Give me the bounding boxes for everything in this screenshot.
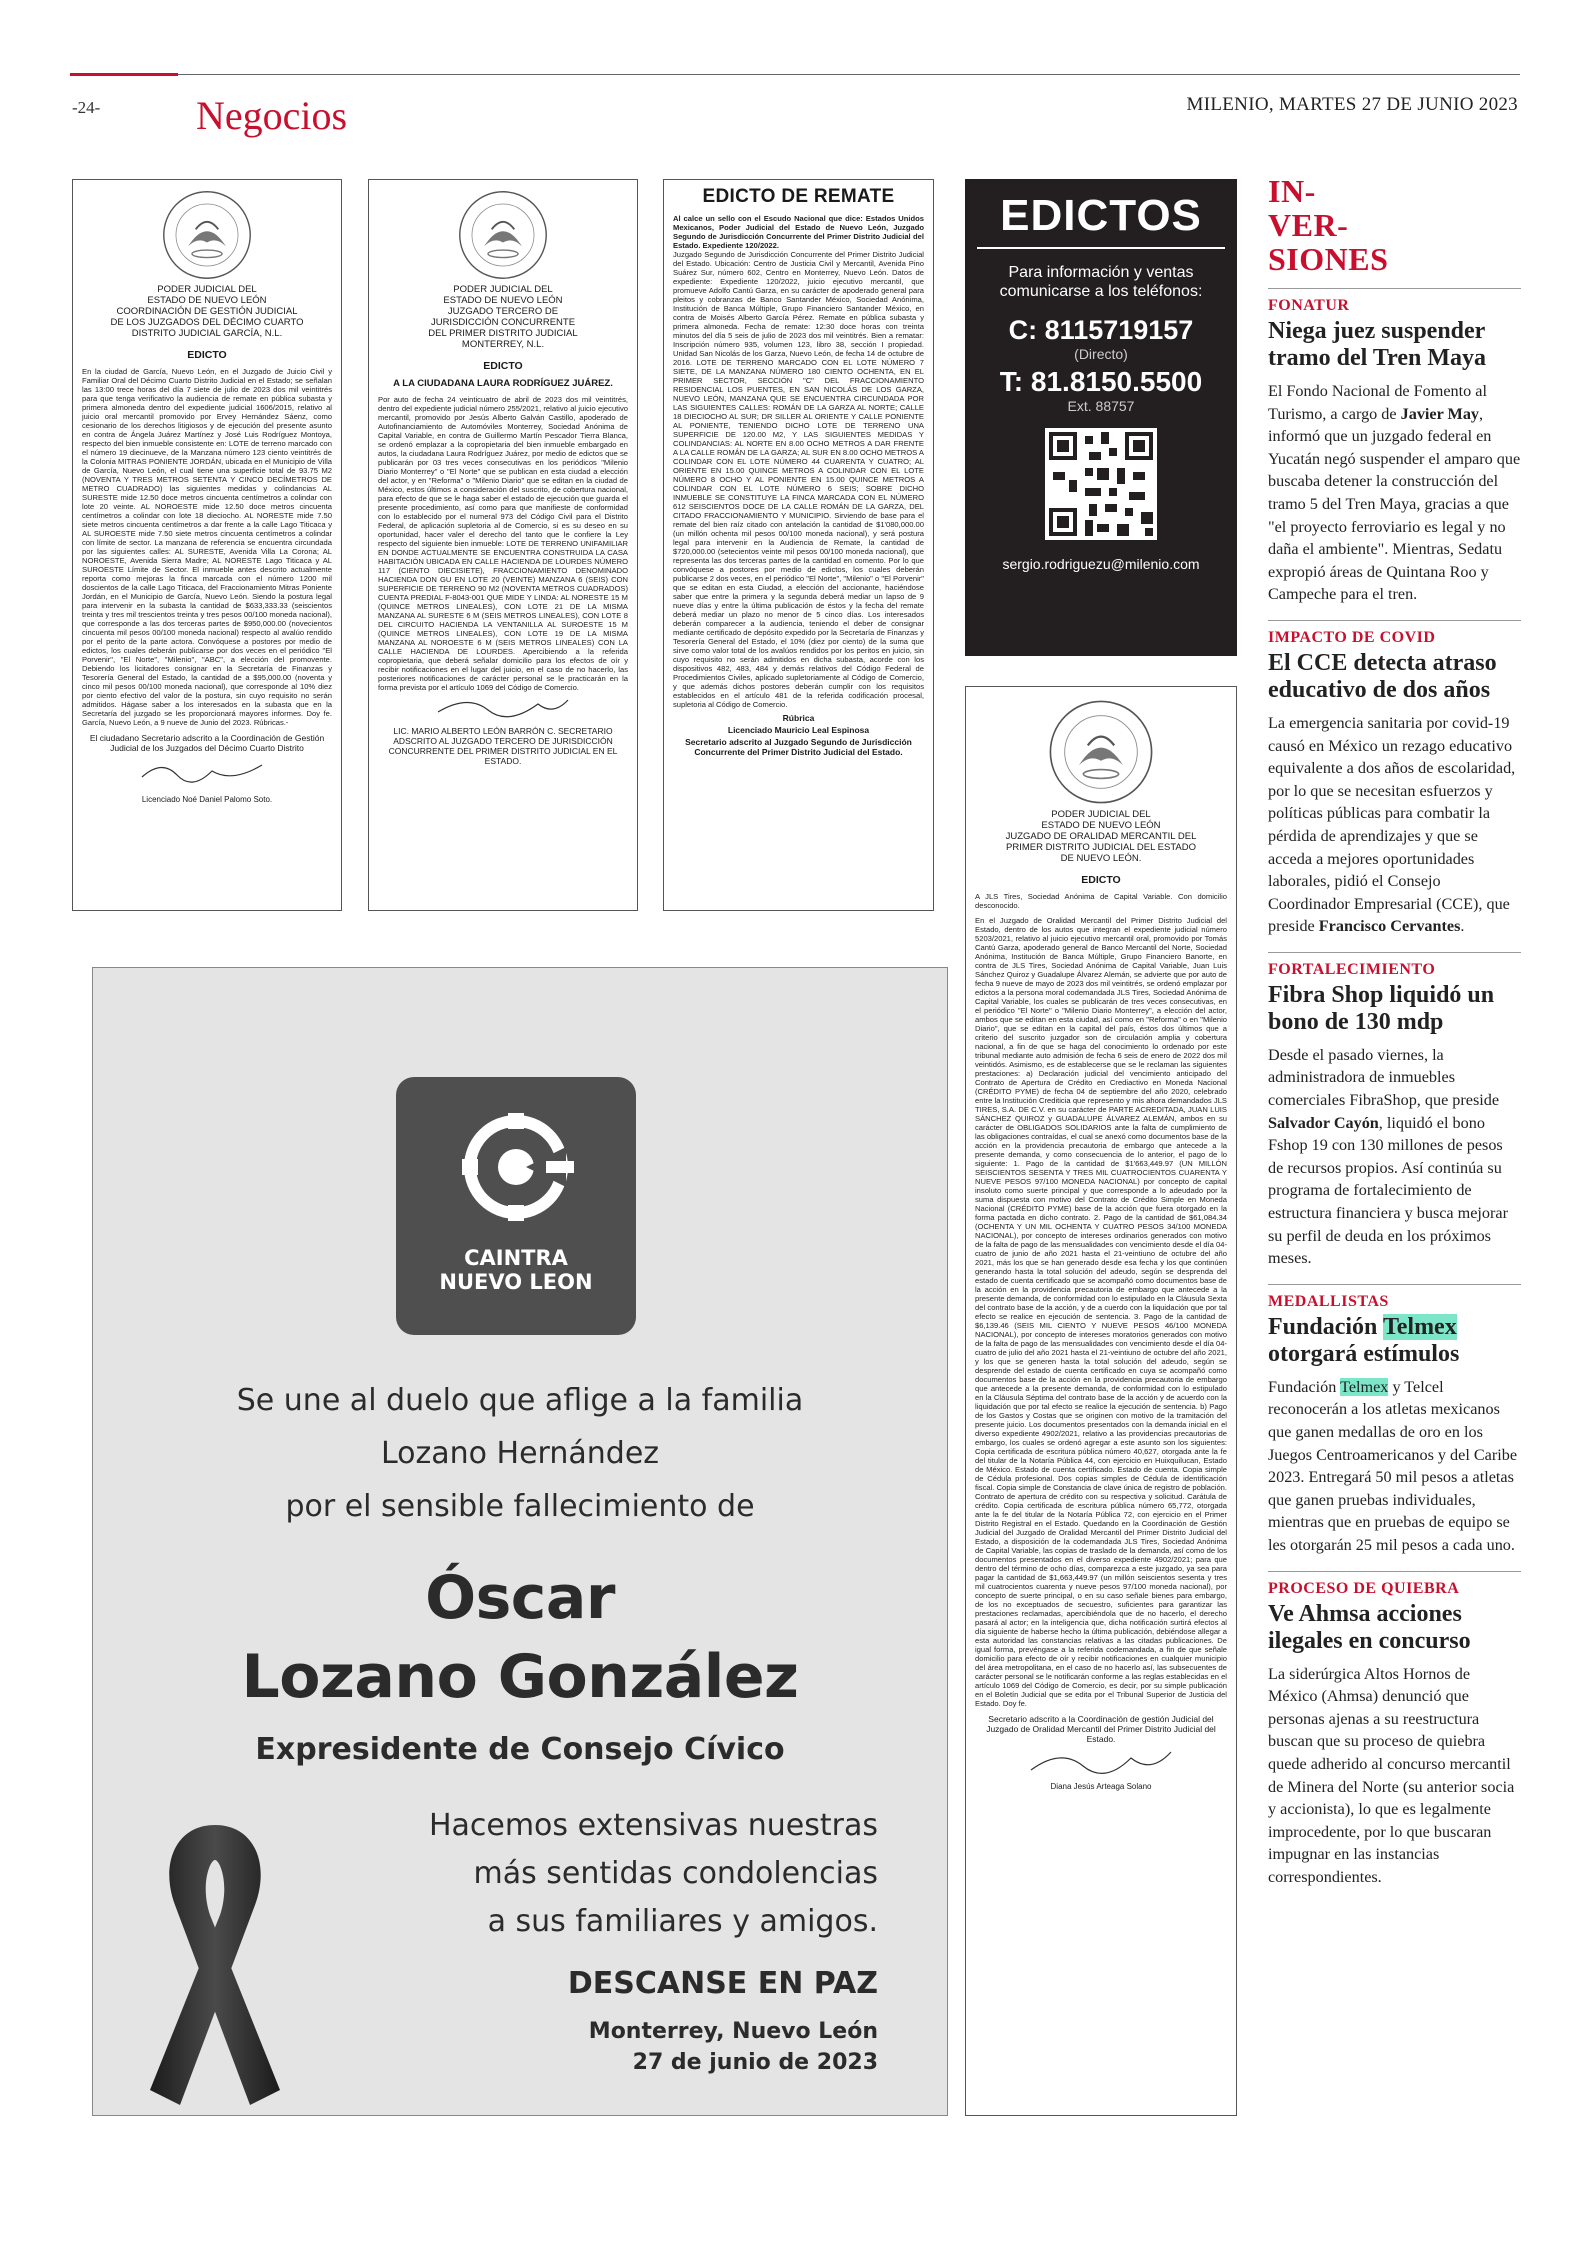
signature-scribble-icon — [132, 757, 282, 787]
deceased-surname: Lozano González — [241, 1642, 799, 1712]
dateline: MILENIO, MARTES 27 DE JUNIO 2023 — [1186, 94, 1518, 115]
caintra-logo — [396, 1077, 636, 1335]
caintra-emblem-icon — [396, 1077, 636, 1247]
condolence-ext-3: a sus familiares y amigos. — [487, 1904, 878, 1939]
edictos-ad — [965, 179, 1237, 656]
brief-fonatur — [1268, 297, 1521, 606]
court-heading: PODER JUDICIAL DEL ESTADO DE NUEVO LEÓN JUZGADO DE ORALIDAD MERCANTIL DEL PRIMER DISTRITO JUDICIAL DEL ESTADO DE NUEVO LEÓN. — [1005, 809, 1197, 864]
column-divider — [1268, 1571, 1521, 1572]
court-heading: PODER JUDICIAL DEL ESTADO DE NUEVO LEÓN COORDINACIÓN DE GESTIÓN JUDICIAL DE LOS JUZGADOS DEL DÉCIMO CUARTO DISTRITO JUDICIAL GARCÍA, N.L. — [110, 284, 304, 339]
deceased-role: Expresidente de Consejo Cívico — [255, 1732, 785, 1767]
brief-medallistas — [1268, 1293, 1521, 1557]
ad-title: EDICTOS — [1000, 191, 1202, 240]
notice-body: En el Juzgado de Oralidad Mercantil del Primer Distrito Judicial del Estado, dentro de los autos que integran el expediente judicial número 5203/2021, relativo al juicio ejecutivo mercantil oral, promovido por Tomás Cantú Garza, apoderado general de Banco Mercantil del Norte, Sociedad Anónima, Institución de Banca Múltiple, Grupo Financiero Banorte, en contra de JLS Tires, Sociedad Anónima de Capital Variable, Juan Luis Sánchez Quiroz y Guadalupe Álvarez Alemán, se advierte que por auto de fecha 9 nueve de mayo de 2023 dos mil veintitrés, se ordenó emplazar por edictos a la persona moral codemandada JLS Tires, Sociedad Anónima de Capital Variable, los cuales se publicarán de tres veces consecutivas, en el periódico "El Norte" o "Milenio Diario Monterrey", a elección del actor, ambos que se editan en esta ciudad, así como en "Reforma" o en "Milenio Diario", que se editan en la capital del país, éstos dos últimos que a criterio del suscrito juzgador son de circulación amplia y cobertura nacional, a fin de que se haga del conocimiento lo ordenado por este tribunal mediante auto admisión de fecha 6 seis de enero de 2022 dos mil veintidós. Asimismo, es de establecerse que se le reclaman las siguientes prestaciones: a) Declaración judicial del vencimiento anticipado del Contrato de Apertura de Crédito en Crediactivo en Moneda Nacional (CRÉDITO PYME) de fecha 04 de septiembre del año 2020, celebrado entre la Institución Crediticia que represento y mis ahora demandados JLS TIRES, S.A. DE C.V. en su carácter de PARTE ACREDITADA, JUAN LUIS SÁNCHEZ QUIROZ y GUADALUPE ÁLVAREZ ALEMÁN, ambos en su carácter de OBLIGADOS SOLIDARIOS ante la falta de cumplimiento de las obligaciones contraídas, el cual se anexó como documentos base de la acción en la providencia precautoria de embargo que antecede a la presente demanda, y como consecuencia de lo anterior, el pago de lo siguiente: 1. Pago de la cantidad de $1'663,449.97 (UN MILLÓN SEISCIENTOS SESENTA Y TRES MIL CUATROCIENTOS CUARENTA Y NUEVE PESOS 97/100 MONEDA NACIONAL) por concepto de capital insoluto como suerte principal y que corresponde a lo adeudado por la suma dispuesta con motivo del Contrato de Crédito Simple en Moneda Nacional (CRÉDITO PYME) base de la acción que fuera otorgado en la forma pactada en dicho contrato. 2. Pago de la cantidad de $61,084.34 (OCHENTA Y UN MIL OCHENTA Y CUATRO PESOS 34/100 MONEDA NACIONAL), por concepto de intereses ordinarios generados con motivo de la falta de pago de las mensualidades con vencimiento desde el día 04-cuatro de junio de año 2021 hasta el 21-veintiuno de octubre del año 2021, más los que se han generado desde esa fecha y los que continúen generando hasta la total solución del adeudo, según se desprenda del estado de cuenta certificado que se acompañó como documentos base de la acción en la providencia precautoria de embargo que antecede a la presente demanda, de conformidad con lo estipulado en la Cláusula Sexta del contrato base de la acción, y de a cuerdo con la liquidación que por tal efecto se realice en ejecución de sentencia. 3. Pago de la cantidad de $6,139.46 (SEIS MIL CIENTO Y NUEVE PESOS 46/100 MONEDA NACIONAL), por concepto de intereses moratorios generados con motivo de la falta de pago de las mensualidades con vencimiento desde el día 04-cuatro de julio del año 2021 hasta el 21-veintiuno de octubre del año 2021, y los que se generen hasta la total solución del adeudo, según se desprende del estado de cuenta certificado en cuya se acompañó como documentos base de la acción en la providencia precautoria de embargo que antecede a la presente demanda, de conformidad con lo estipulado en la Cláusula Séptima del contrato base de la acción y de acuerdo con la liquidación que por tal efecto se realice la ejecución de sentencia. b) Pago de los Gastos y Costas que se originen con motivo de la tramitación del presente juicio. Los documentos presentados con la demanda inicial en el diverso expediente 4902/2021, relativo a las providencias precautorias de embargo, los cuales se ordenó agregar a este asunto son los siguientes: Copia certificada de escritura pública número 40,627, otorgada ante la fe del titular de la Notaría Pública 44, con ejercicio en Huixquilucan, Estado de México. Estado de cuenta certificado. Estado de cuenta. Copia simple de Cédula profesional. Dos copias simples de Cédula de identificación fiscal. Copia simple de Constancia de clave única de registro de población. Contrato de apertura de crédito con su respectiva y solicitud. Carátula de crédito. Copia certificada de escritura pública número 65,772, otorgada ante la fe del titular de la Notaría Pública 72, con ejercicio en el Primer Distrito Registral en el Estado. Quedando en la Coordinación de Gestión Judicial del Juzgado de Oralidad Mercantil del Primer Distrito Judicial del Estado, a disposición de la codemandada JLS Tires, Sociedad Anónima de Capital Variable, las copias de traslado de la demanda, así como de los documentos presentados en el diverso expediente 4902/2021; para que dentro del término de ocho días, comparezca a este juzgado, ya sea para pagar la cantidad de $1,663,449.97 (un millón seiscientos sesenta y tres mil cuatrocientos cuarenta y nueve pesos 97/100 moneda nacional), por concepto de suerte principal, o en su caso señale bienes para embargo, de los no exceptuados de secuestro, suficientes para garantizar las prestaciones reclamadas, apercibiéndola que de no hacerlo, el derecho pasará al actor; en la inteligencia que, dicha notificación surtirá efectos al día siguiente de haberse hecho la última publicación, debiéndose allegar a esta autoridad las constancias relativas a las citadas publicaciones. De igual forma, prevéngase a la referida codemandada, a fin de que señale domicilio para efecto de oír y recibir notificaciones en cualquier municipio del área metropolitana, en el caso de no hacerlo así, las subsecuentes de carácter personal se le notificarán conforme a las reglas establecidas en el artículo 1069 del Código de Comercio, es decir, por su simple publicación en el Boletín Judicial que se edita por el Tribunal Superior de Justicia del Estado. Doy fe. — [975, 916, 1228, 1708]
brief-kicker: MEDALLISTAS — [1268, 1292, 1389, 1310]
notice-signer-role: Secretario adscrito al Juzgado Segundo de Jurisdicción Concurrente del Primer Distrito Judicial del Estado. — [685, 737, 912, 757]
brief-kicker: FORTALECIMIENTO — [1268, 960, 1436, 978]
court-heading: PODER JUDICIAL DEL ESTADO DE NUEVO LEÓN JUZGADO TERCERO DE JURISDICCIÓN CONCURRENTE DEL PRIMER DISTRITO JUDICIAL MONTERREY, N.L. — [428, 284, 578, 350]
brief-ahmsa — [1268, 1580, 1521, 1889]
brief-headline: Niega juez suspender tramo del Tren Maya — [1268, 318, 1486, 371]
edicto-monterrey — [368, 179, 638, 911]
inversiones-column — [1268, 174, 1521, 1889]
notice-addressee: A LA CIUDADANA LAURA RODRÍGUEZ JUÁREZ. — [393, 378, 613, 389]
notice-rubric: Rúbrica — [782, 713, 815, 723]
brief-kicker: IMPACTO DE COVID — [1268, 628, 1436, 646]
notice-body: En la ciudad de García, Nuevo León, en el Juzgado de Juicio Civil y Familiar Oral del Décimo Cuarto Distrito Judicial en el Estado; se señalan las 13:00 trece horas del día 7 siete de julio de 2023 dos mil veintitrés para que tenga verificativo la audiencia de remate en pública subasta y primera almoneda dentro del expediente judicial 1606/2015, relativo al juicio oral mercantil promovido por Ervey Hernández Sáenz, como cesionario de los derechos litigiosos y de ejecución del presente asunto en contra de Ángela Juárez Martínez y José Luis Rodríguez Montoya, respecto del bien inmueble consistente en: LOTE de terreno marcado con el número 19 diecinueve, de la Manzana número 123 ciento veintitrés de la Colonia MITRAS PONIENTE JORDÁN, ubicada en el Municipio de Villa de García, Nuevo León, el cual tiene una superficie total de 93.75 M2 (NOVENTA Y TRES METROS SETENTA Y CINCO DECÍMETROS DE METRO CUADRADO) las siguientes medidas y colindancias AL SURESTE mide 12.50 doce metros cincuenta centímetros a colindar con lote 20 veinte. AL NOROESTE mide 12.50 doce metros cincuenta centímetros a colindar con lote 18 dieciocho. AL NORESTE mide 7.50 siete metros cincuenta centímetros a dar frente a la calle Lago Titicaca y AL SUROESTE mide 7.50 siete metros cincuenta centímetros a colindar con límite de sector. La manzana de referencia se encuentra circundada por las siguientes calles: AL SURESTE, Avenida Villa La Corona; AL NOROESTE, Avenida Sierra Madre; AL NORESTE Lago Titicaca y AL SUROESTE Límite de Sector. El inmueble antes descrito actualmente reporta como mejoras la finca marcada con el número 1200 mil doscientos de la calle Lago Titicaca, del Fraccionamiento Mitras Poniente Jordán, en el Municipio de García, Nuevo León. Siendo la postura legal para intervenir en la subasta la cantidad de $633,333.33 (seiscientos treinta y tres mil trescientos treinta y tres pesos 00/100 moneda nacional), que corresponde a las dos terceras partes de $950,000.00 (novecientos cincuenta mil pesos 00/100 moneda nacional) respecto al avalúo rendido por el perito de la parte actora. Convóquese a postores por medio de edictos, los cuales deberán publicarse por dos veces en el periódico "El Porvenir", "El Norte", "Milenio", "ABC", a elección del promovente. Debiendo los licitadores consignar en la Secretaría de Finanzas y Tesorería General del Estado, la cantidad de a $95,000.00 (noventa y cinco mil pesos 00/100 moneda nacional), que corresponde al 10% diez por ciento efectivo del valor de la postura, sin cuyo requisito no serán admitidos. Hágase saber a los interesados en la subasta que en la Secretaría del juzgado se les proporcionará mayores informes. Doy fe. García, Nuevo León, a 9 nueve de Junio del 2023. Rúbricas.- — [82, 367, 332, 727]
column-divider — [1268, 952, 1521, 953]
brief-kicker: PROCESO DE QUIEBRA — [1268, 1579, 1460, 1597]
caintra-wordmark: CAINTRA NUEVO LEON — [439, 1246, 593, 1294]
ad-phone-direct[interactable]: C: 8115719157 — [1008, 315, 1194, 345]
notice-signature: LIC. MARIO ALBERTO LEÓN BARRÓN C. SECRETARIO ADSCRITO AL JUZGADO TERCERO DE JURISDICCIÓN CONCURRENTE DEL PRIMER DISTRITO JUDICIAL EN EL ESTADO. — [388, 726, 618, 766]
brief-fibra-shop — [1268, 961, 1521, 1270]
brief-covid — [1268, 629, 1521, 938]
brief-headline: Fibra Shop liquidó un bono de 130 mdp — [1268, 981, 1495, 1035]
ad-phone-main[interactable]: T: 81.8150.5500 — [999, 366, 1203, 397]
brief-headline: Ve Ahmsa acciones ilegales en concurso — [1268, 1600, 1471, 1654]
brief-body: Fundación Telmex y Telcel reconocerán a los atletas mexicanos que ganen medallas de oro en los Juegos Centroamericanos y del Caribe 2023. Entregará 50 mil pesos a atletas que ganen pruebas individuales, mientras que en pruebas de equipo se les otorgarán 25 mil pesos a cada uno. — [1268, 1377, 1518, 1554]
mexican-seal-icon — [160, 188, 254, 282]
notice-title: EDICTO — [187, 349, 227, 361]
brief-kicker: FONATUR — [1268, 297, 1350, 314]
column-divider — [1268, 620, 1521, 621]
notice-signature: El ciudadano Secretario adscrito a la Coordinación de Gestión Judicial de los Juzgados del Décimo Cuarto Distrito — [89, 733, 325, 753]
notice-body: Juzgado Segundo de Jurisdicción Concurrente del Primer Distrito Judicial del Estado. Ubicación: Centro de Justicia Civil y Mercantil, Avenida Pino Suárez Sur, número 602, Centro en Monterrey, Nuevo León. Datos de expediente: Expediente 120/2022, juicio ejecutivo mercantil, que promueve Adolfo Cantú Garza, en su carácter de apoderado general para pleitos y cobranzas de Banco Santander México, Sociedad Anónima, Institución de Banca Múltiple, Grupo Financiero Santander México, en contra de Moisés Alberto García Pérez. Remate en pública subasta y primera almoneda. Fecha de remate: 12:30 doce horas con treinta minutos del día 5 seis de julio de 2023 dos mil veintitrés. Bien a rematar: Inscripción número 935, volumen 123, libro 38, sección I propiedad. Unidad San Nicolás de los Garza, Nuevo León, de fecha 14 de octubre de 2016. LOTE DE TERRENO MARCADO CON EL LOTE NÚMERO 7 SIETE, DE LA MANZANA NÚMERO 180 CIENTO OCHENTA, EN EL PRIMER SECTOR, SECCIÓN "C" DEL FRACCIONAMIENTO RESIDENCIAL LOS PUENTES, EN SAN NICOLÁS DE LOS GARZA, NUEVO LEÓN, MANZANA QUE SE ENCUENTRA CIRCUNDADA POR LAS SIGUIENTES CALLES: ROMÁN DE LA GARZA AL NORTE; CALLE 18 DIECIOCHO AL SUR; DR SILLER AL ORIENTE Y CALLE PONIENTE AL PONIENTE, TENIENDO DICHO LOTE DE TERRENO UNA SUPERFICIE DE 120.00 M2, Y LAS SIGUIENTES MEDIDAS Y COLINDANCIAS: AL NORTE EN 8.00 OCHO METROS A DAR FRENTE A LA CALLE ROMÁN DE LA GARZA; AL SUR EN 8.00 OCHO METROS A COLINDAR CON EL LOTE NÚMERO 44 CUARENTA Y CUATRO; AL ORIENTE EN 15.00 QUINCE METROS A COLINDAR CON EL LOTE NÚMERO 8 OCHO Y AL PONIENTE EN 15.00 QUINCE METROS A COLINDAR CON EL LOTE NÚMERO 6 SEIS; SOBRE DICHO INMUEBLE SE CONSTITUYE LA FINCA MARCADA CON EL NÚMERO 612 SEISCIENTOS DOCE DE LA CALLE ROMÁN DE LA GARZA, DEL CITADO FRACCIONAMIENTO Y MUNICIPIO. Sirviendo de base para el remate del bien raíz citado con antelación la cantidad de $1'080,000.00 (un millón ochenta mil pesos 00/100 moneda nacional), y será postura legal para intervenir en la Audiencia de Remate, la cantidad de $720,000.00 (setecientos veinte mil pesos 00/100 moneda nacional), que representa las dos terceras partes de la cantidad en comento. Por lo que convóquese a postores por medio de edictos, los cuales deberán publicarse 2 dos veces, en el periódico "El Norte", "Milenio" o "El Porvenir" que se editan en esta Ciudad, a elección del accionante, haciéndose saber que entre la primera y la segunda deberá mediar un lapso de 9 nueve días y entre la última publicación de éstos y la fecha del remate deberá mediar un plazo no menor de 5 cinco días. Los interesados deberán comparecer a la audiencia, teniendo el deber de consignar mediante certificado de depósito expedido por la Secretaría de Finanzas y Tesorería General del Estado, el 10% (diez por ciento) de la suma que sirve como valor total de los avalúos rendidos por los peritos en juicio, sin cuyo requisito no serán admitidos en dicha subasta, acorde con los dispositivos 482, 483, 484 y demás relativos del Código Federal de Procedimientos Civiles, aplicado supletoriamente al Código de Comercio, y que además dichos postores deberán cumplir con los requisitos establecidos en el artículo 481 de la referida codificación procesal, supletoria al Código de Comercio. — [673, 250, 924, 709]
brief-headline: Fundación Telmex otorgará estímulos — [1268, 1313, 1460, 1367]
edicto-oralidad-mercantil — [965, 686, 1237, 2116]
page-number: -24- — [72, 98, 101, 117]
notice-lead: Al calce un sello con el Escudo Nacional que dice: Estados Unidos Mexicanos, Poder Judicial del Estado de Nuevo León, Juzgado Segundo de Jurisdicción Concurrente del Primer Distrito Judicial del Estado. Expediente 120/2022. — [673, 214, 924, 250]
condolence-ext-1: Hacemos extensivas nuestras — [428, 1808, 878, 1843]
signature-scribble-icon — [1021, 1746, 1181, 1780]
ad-email[interactable]: sergio.rodriguezu@milenio.com — [1002, 556, 1200, 572]
condolence-family: Lozano Hernández — [380, 1436, 660, 1471]
notice-signer: Licenciado Mauricio Leal Espinosa — [727, 725, 870, 735]
brief-body: La emergencia sanitaria por covid-19 causó en México un rezago educativo equivalente a dos años de escolaridad, por lo que se necesitan esfuerzos y políticas públicas para combatir la pérdida de aprendizajes y que se acceda a mejores oportunidades laborales, pidió el Consejo Coordinador Empresarial (CCE), que preside Francisco Cervantes. — [1268, 713, 1516, 936]
condolence-date: 27 de junio de 2023 — [632, 2050, 878, 2075]
mexican-seal-icon — [1046, 697, 1156, 807]
notice-title: EDICTO — [1081, 874, 1121, 886]
inversiones-title: IN- VER- SIONES — [1268, 173, 1389, 277]
brief-body: La siderúrgica Altos Hornos de México (Ahmsa) denunció que personas ajenas a su reestructura buscan que su proceso de quiebra quede adherido al concurso mercantil de Minera del Norte (su anterior socia y accionista), lo que es legalmente improcedente, por lo que buscaran impugnar en las instancias correspondientes. — [1268, 1664, 1515, 1886]
edicto-de-remate — [663, 179, 934, 911]
edicto-garcia — [72, 179, 342, 911]
section-accent-rule — [70, 73, 178, 76]
notice-signer: Licenciado Noé Daniel Palomo Soto. — [141, 795, 273, 804]
ad-info: Para información y ventas comunicarse a los teléfonos: — [999, 264, 1203, 300]
header-rule — [70, 74, 1520, 75]
notice-addressee: A JLS Tires, Sociedad Anónima de Capital Variable. Con domicilio desconocido. — [975, 892, 1227, 910]
notice-body: Por auto de fecha 24 veinticuatro de abril de 2023 dos mil veintitrés, dentro del expediente judicial número 255/2021, relativo al juicio ejecutivo mercantil, promovido por Jesús Alberto Galván Castillo, apoderado de Autofinanciamiento de Automóviles Monterrey, Sociedad Anónima de Capital Variable, en contra de Guillermo Martín Pescador Tierra Blanca, se ordenó emplazar a la copropietaria del bien inmueble embargado en autos, la ciudadana Laura Rodríguez Juárez, por medio de edictos que se publicarán por 03 tres veces consecutivas en los periódicos "Milenio Diario Monterrey" o "El Norte" que se publican en esta ciudad a elección del actor, y en "Reforma" o "Milenio Diario" que se editan en la ciudad de México, estos últimos a consideración del suscrito, de cobertura nacional, para efecto de que se le haga saber el estado de ejecución que guarda el presente procedimiento, así como para que manifieste de conformidad con lo establecido por el numeral 973 del Código Civil para el Distrito Federal, de aplicación supletoria al de Comercio, si es su deseo en su oportunidad, hacer valer el derecho del tanto que le confiere la Ley respecto del siguiente bien inmueble: LOTE DE TERRENO UNIFAMILIAR EN DONDE ACTUALMENTE SE ENCUENTRA CONSTRUIDA LA CASA HABITACIÓN UBICADA EN CALLE HACIENDA DE LOURDES NÚMERO 117 (CIENTO DIECISIETE), FRACCIONAMIENTO DENOMINADO HACIENDA DON GU EN LOTE 20 (VEINTE) MANZANA 6 (SEIS) CON SUPERFICIE DE TERRENO 90 M2 (NOVENTA METROS CUADRADOS) CUENTA PREDIAL F-8043-001 QUE MIDE Y LINDA: AL NORESTE 15 M (QUINCE METROS LINEALES), CON LOTE 21 DE LA MISMA MANZANA AL SURESTE 6 M (SEIS METROS LINEALES), CON LOTE 8 DEL CIRCUITO HACIENDA LA VENTANILLA AL SUROESTE 15 M (QUINCE METROS LINEALES), CON LOTE 19 DE LA MISMA MANZANA AL NOROESTE 6 M (SEIS METROS LINEALES) CON LA CALLE HACIENDA DE LOURDES. Apercibiendo a la referida copropietaria, que deberá señalar domicilio para los efectos de oír y recibir notificaciones en el lugar del juicio, en el caso de no hacerlo, las posteriores notificaciones de carácter personal se le practicarán en la forma prevista por el artículo 1069 del Código de Comercio. — [378, 395, 628, 692]
column-divider — [1268, 288, 1521, 289]
notice-title: EDICTO DE REMATE — [702, 186, 895, 207]
mexican-seal-icon — [456, 188, 550, 282]
deceased-first-name: Óscar — [425, 1563, 615, 1633]
condolence-ext-2: más sentidas condolencias — [473, 1856, 878, 1891]
brief-body: El Fondo Nacional de Fomento al Turismo, a cargo de Javier May, informó que un juzgado federal en Yucatán negó suspender el amparo que buscaba detener la construcción del tramo 5 del Tren Maya, gracias a que "el proyecto ferroviario es legal y no daña el ambiente". Mientras, Sedatu expropió áreas de Quintana Roo y Campeche para el tren. — [1268, 382, 1521, 604]
ad-phone-direct-note: (Directo) — [1074, 346, 1128, 362]
column-divider — [1268, 1284, 1521, 1285]
section-title: Negocios — [196, 93, 348, 138]
condolence-place: Monterrey, Nuevo León — [588, 2019, 878, 2044]
ad-phone-ext: Ext. 88757 — [1067, 398, 1135, 414]
signature-scribble-icon — [428, 694, 578, 720]
brief-body: Desde el pasado viernes, la administradora de inmuebles comerciales FibraShop, que preside Salvador Cayón, liquidó el bono Fshop 19 con 130 millones de pesos de recursos propios. Así continúa su programa de fortalecimiento de estructura financiera y busca mejorar su perfil de deuda en los próximos meses. — [1268, 1045, 1508, 1268]
brief-headline: El CCE detecta atraso educativo de dos años — [1268, 649, 1497, 703]
notice-signature: Secretario adscrito a la Coordinación de gestión Judicial del Juzgado de Oralidad Mercantil del Primer Distrito Judicial del Estado. — [986, 1714, 1216, 1744]
rest-in-peace: DESCANSE EN PAZ — [567, 1966, 878, 2001]
notice-signer: Diana Jesús Arteaga Solano — [1050, 1782, 1152, 1791]
ad-rule — [977, 247, 1225, 249]
notice-title: EDICTO — [483, 360, 523, 372]
condolence-line-3: por el sensible fallecimiento de — [285, 1489, 755, 1524]
qr-code-icon[interactable] — [1045, 428, 1157, 540]
condolence-line-1: Se une al duelo que aflige a la familia — [236, 1383, 804, 1418]
